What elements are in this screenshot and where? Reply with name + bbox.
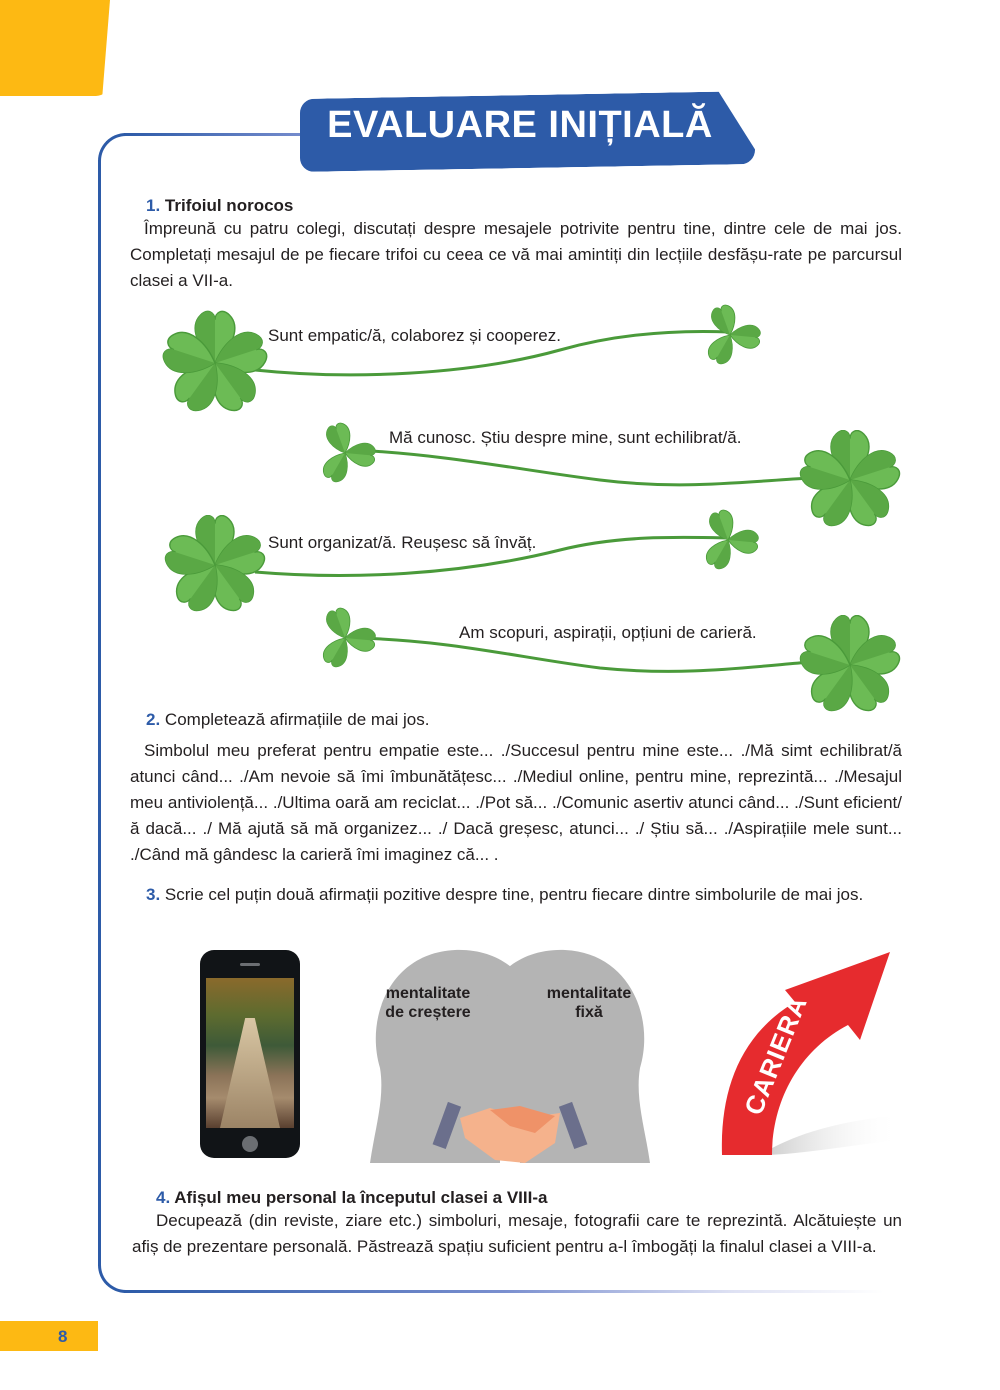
three-leaf-clover-icon (300, 418, 380, 488)
four-leaf-clover-icon (160, 515, 270, 615)
bridge-book-photo (206, 978, 294, 1128)
section-number: 4. (156, 1188, 171, 1207)
mindset-heads-image (360, 948, 660, 1170)
four-leaf-clover-icon (795, 430, 905, 530)
four-leaf-clover-icon (795, 615, 905, 715)
smartphone-image (200, 950, 300, 1158)
section-2-heading (146, 710, 429, 730)
career-arrow-image (700, 940, 910, 1160)
section-title: Completează afirmațiile de mai jos. (164, 710, 430, 729)
section-4-text: Decupează (din reviste, ziare etc.) simboluri, mesaje, fotografii care te reprezintă. Alcătuiește un afiș de prezentare personală. Păstrează spațiu suficient pentru a-l îmbogăți la finalul clasei a VIII-a. (132, 1211, 902, 1256)
frame-corner (98, 1263, 128, 1293)
arrow-label: CARIERĂ (738, 991, 813, 1120)
phone-speaker (240, 963, 260, 966)
head-left-label: mentalitate de creștere (385, 985, 471, 1021)
section-number: 1. (146, 196, 161, 215)
section-number: 2. (146, 710, 161, 729)
section-3-text (130, 882, 902, 908)
clover-stem (355, 638, 810, 671)
section-title: Afișul meu personal la începutul clasei a VIII-a (174, 1188, 548, 1207)
frame-bottom-border (124, 1290, 884, 1293)
clover-message: Mă cunosc. Știu despre mine, sunt echilibrat/ă. (389, 428, 742, 447)
clover-stem (355, 450, 810, 485)
head-right-label: mentalitate fixă (546, 985, 632, 1021)
arrow-shadow (760, 1115, 900, 1155)
section-number: 3. (146, 885, 161, 904)
three-leaf-clover-icon (300, 605, 380, 675)
four-leaf-clover-icon (160, 308, 270, 418)
page-number: 8 (58, 1327, 68, 1346)
three-leaf-clover-icon (688, 505, 768, 575)
section-4-heading (156, 1188, 547, 1208)
clover-message: Am scopuri, aspirații, opțiuni de carieră. (459, 623, 757, 642)
clover-message: Sunt organizat/ă. Reușesc să învăț. (268, 533, 537, 552)
section-1-text: Împreună cu patru colegi, discutați despre mesajele potrivite pentru tine, dintre cele de mai jos. Completați mesajul de pe fiecare trifoi cu ceea ce vă mai amintiți din lecțiile desfășu-rate pe parcursul clasei a VII-a. (130, 219, 902, 290)
phone-home-button (242, 1136, 258, 1152)
clover-message: Sunt empatic/ă, colaborez și cooperez. (268, 326, 561, 345)
section-2-text: Simbolul meu preferat pentru empatie este... ./Succesul pentru mine este... ./Mă simt echilibrat/ă atunci când... ./Am nevoie să îmi îmbunătățesc... ./Mediul online, pentru mine, reprezintă... ./Mesajul meu antiviolență... ./Ultima oară am reciclat... ./Pot să... ./Comunic asertiv atunci când... ./Sunt eficient/ă dacă... ./ Mă ajută să mă organizez... ./ Dacă greșesc, atunci... ./ Știu să... ./Aspirațiile mele sunt... ./Când mă gândesc la carieră îmi imaginez că... . (130, 741, 902, 864)
three-leaf-clover-icon (690, 300, 770, 370)
bridge-shape (220, 1018, 280, 1128)
page-title: EVALUARE INIȚIALĂ (327, 104, 713, 146)
page-number-box (0, 1321, 98, 1351)
section-3-instruction: Scrie cel puțin două afirmații pozitive despre tine, pentru fiecare dintre simbolurile de mai jos. (164, 885, 864, 904)
section-title: Trifoiul norocos (164, 196, 294, 215)
